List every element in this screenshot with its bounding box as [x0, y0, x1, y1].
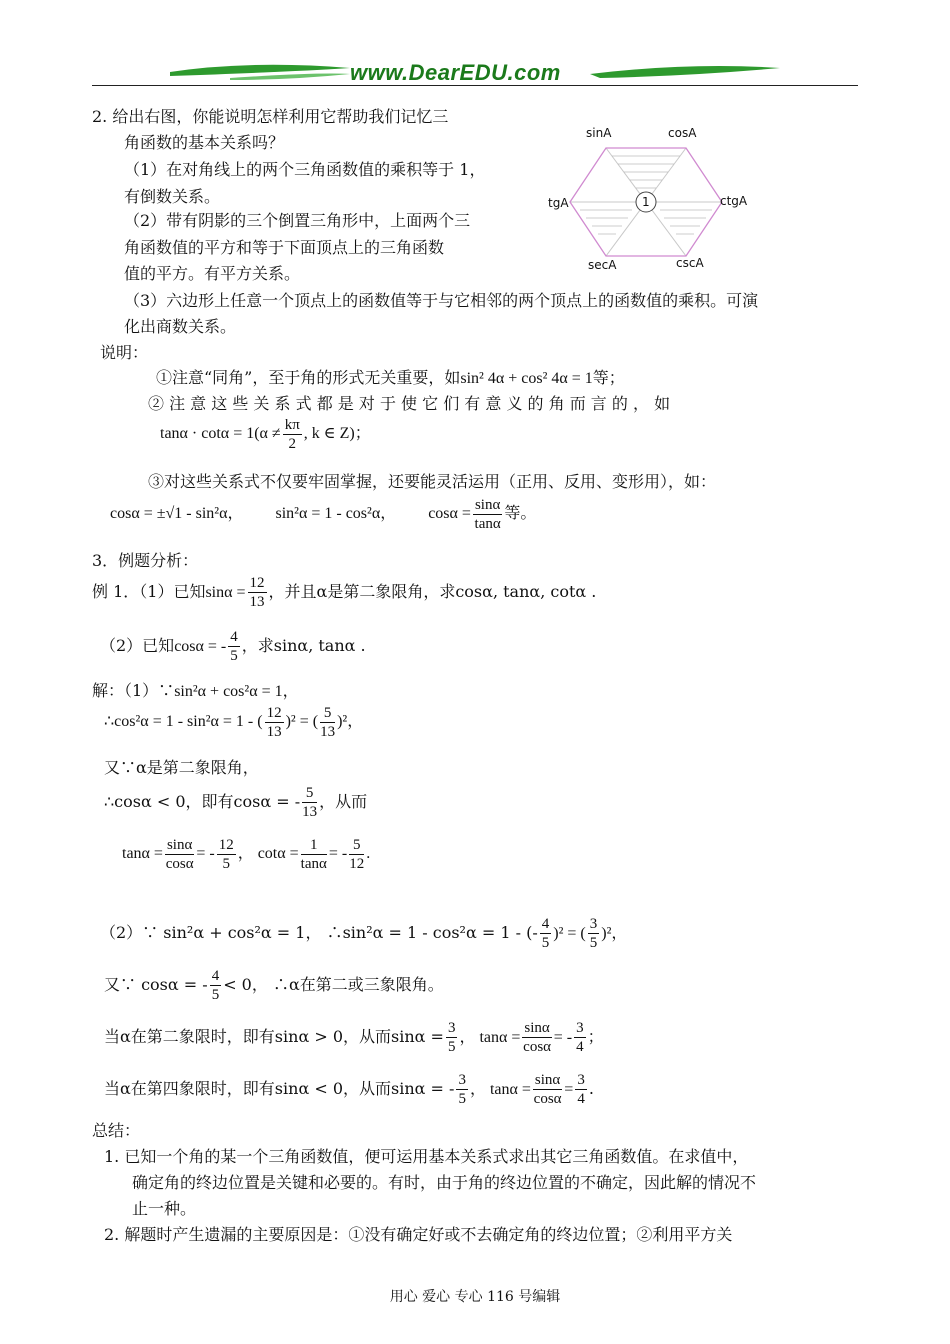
sol-5-d1: cosα [165, 856, 194, 872]
page-footer: 用心 爱心 专心 116 号编辑 [389, 1289, 561, 1305]
s3-title: 3．例题分析： [92, 551, 199, 570]
note2-formula [160, 416, 371, 453]
q4-d: . [588, 1079, 594, 1098]
sol-5-n4: 5 [349, 836, 364, 855]
ex2-f: cosα = - [174, 638, 227, 655]
p2-d1: 5 [541, 935, 550, 951]
q4-a: 当α在第四象限时，即有sinα < 0，从而sinα = - [104, 1079, 455, 1098]
ex2-den: 5 [230, 648, 238, 664]
sol-4b: ，从而 [319, 792, 368, 811]
sol-5-frac4 [349, 836, 364, 873]
p2-line2-n: 4 [211, 968, 220, 984]
sol-title: 解：（1）∵ [92, 681, 175, 700]
q4-n3: 3 [577, 1072, 585, 1088]
notes-title: 说明： [100, 343, 149, 362]
sol1-line2 [104, 704, 363, 741]
p2-n1: 4 [541, 916, 550, 932]
q2-n3: 3 [576, 1020, 584, 1036]
q4-b: ， tanα = [469, 1081, 531, 1098]
q2-d3: 4 [576, 1039, 584, 1055]
q4-frac2 [533, 1071, 562, 1108]
q4-c: = [564, 1081, 574, 1098]
diagram-label-sin: sinA [586, 126, 612, 140]
q2-frac2 [522, 1019, 551, 1056]
header-logo-text: www.DearEDU.com [350, 60, 561, 85]
sol-4-den: 13 [302, 804, 318, 820]
sol-5b: = - [196, 845, 215, 863]
q2-n1: 3 [447, 1020, 456, 1036]
note3-f1: cosα = ±√1 - sin²α， [110, 505, 244, 523]
sol-5-frac2 [217, 836, 236, 873]
sol-4-frac [302, 784, 317, 821]
note3-f3a: cosα = [428, 505, 471, 523]
q2-n2: sinα [524, 1020, 550, 1036]
s2-line1: 2. 给出右图，你能说明怎样利用它帮助我们记忆三 [92, 107, 449, 126]
sol-2c: )²， [337, 713, 364, 731]
p2-a: （2）∵ sin²α + cos²α = 1， ∴sin²α = 1 - cos²α = 1 - (- [100, 923, 538, 942]
ex1-a: 例 1．（1）已知 [92, 582, 206, 601]
note3-frac-num: sinα [474, 497, 501, 513]
note3-formulas [110, 496, 536, 533]
ex2-b: ，求sinα, tanα . [241, 636, 366, 655]
sol-5a: tanα = [122, 845, 163, 863]
s2-line2: 角函数的基本关系吗？ [124, 133, 285, 152]
note2-frac [283, 416, 302, 453]
diagram-label-sec: secA [588, 258, 617, 272]
sol-1: sin²α + cos²α = 1， [174, 683, 299, 700]
ex1 [92, 574, 596, 611]
q4-frac3 [575, 1071, 587, 1108]
note1 [156, 365, 625, 388]
note3-end: 等。 [504, 505, 537, 523]
header-rule [92, 85, 858, 86]
q2-d2: cosα [523, 1039, 552, 1055]
diagram-label-ctg: ctgA [720, 194, 748, 208]
sol-5-n3: 1 [301, 836, 327, 855]
sol-2b: )² = ( [285, 713, 319, 731]
q2-b: ， tanα = [459, 1029, 521, 1046]
note1-text: ①注意“同角”，至于角的形式无关重要，如 [156, 368, 461, 387]
ex1-den: 13 [249, 594, 265, 610]
q2-d1: 5 [447, 1039, 456, 1055]
sol1-line1 [92, 678, 299, 701]
p2-line2-frac [210, 967, 222, 1004]
sol-5-d2: 5 [222, 856, 230, 872]
q2-frac1 [446, 1019, 458, 1056]
p2-c: )²， [601, 925, 628, 942]
quadrant2-line [104, 1019, 604, 1056]
part2-line1 [100, 915, 627, 952]
q4-d3: 4 [577, 1091, 585, 1107]
q2-c: = - [553, 1029, 573, 1046]
ex2-num: 4 [230, 629, 238, 645]
sol-2-frac2 [320, 704, 335, 741]
p2-b: )² = ( [553, 925, 586, 942]
p2-frac2 [588, 915, 600, 952]
note2-formula-a: tanα · cotα = 1(α ≠ [160, 425, 281, 443]
sol-3: 又∵α是第二象限角， [104, 758, 259, 777]
ex1-num: 12 [249, 575, 265, 591]
p2-line2-d: 5 [211, 987, 220, 1003]
s2-p1b: 有倒数关系。 [124, 187, 221, 206]
note1-formula: sin² 4α + cos² 4α = 1 [460, 370, 593, 387]
sol-4-num: 5 [302, 784, 317, 803]
p2-line2b: < 0， ∴α在第二或三象限角。 [223, 975, 444, 994]
note2-text: ② 注 意 这 些 关 系 式 都 是 对 于 使 它 们 有 意 义 的 角 而 言 的 ， 如 [148, 394, 671, 413]
sol-5-d3: tanα [300, 856, 327, 872]
ex2 [100, 628, 366, 665]
diagram-label-tg: tgA [548, 196, 569, 210]
quadrant4-line [104, 1071, 594, 1108]
summary-title: 总结： [92, 1121, 141, 1140]
note3-text: ③对这些关系式不仅要牢固掌握，还要能灵活运用（正用、反用、变形用），如： [148, 472, 717, 491]
note3-frac [473, 496, 502, 533]
note2-formula-b: , k ∈ Z)； [303, 425, 371, 443]
ex2-frac [228, 628, 240, 665]
sol-5-n1: sinα [166, 837, 193, 853]
s2-p3b: 化出商数关系。 [124, 317, 237, 336]
sol-2-num1: 12 [266, 705, 282, 721]
part2-line2 [104, 967, 444, 1004]
p2-n2: 3 [589, 916, 598, 932]
q4-d2: cosα [533, 1091, 562, 1107]
s2-p1a: （1）在对角线上的两个三角函数值的乘积等于 1， [124, 160, 486, 179]
sol-5d: = - [328, 845, 348, 863]
sol-5c: ， cotα = [237, 845, 299, 863]
note1-end: 等； [592, 368, 625, 387]
q4-d1: 5 [458, 1091, 466, 1107]
q2-d: ； [587, 1027, 604, 1046]
q4-frac1 [456, 1071, 468, 1108]
note3-frac-den: tanα [474, 516, 501, 532]
note2-frac-den: 2 [288, 436, 296, 452]
sol1-line5 [122, 836, 370, 873]
summary-item2-a: 2. 解题时产生遗漏的主要原因是：①没有确定好或不去确定角的终边位置；②利用平方关 [104, 1225, 733, 1244]
q2-a: 当α在第二象限时，即有sinα > 0，从而sinα = [104, 1027, 444, 1046]
sol-4a: ∴cosα < 0，即有cosα = - [104, 792, 301, 811]
sol-5-n2: 12 [218, 837, 234, 853]
s2-p2c: 值的平方。有平方关系。 [124, 264, 301, 283]
sol1-line4 [104, 784, 367, 821]
note2-frac-num: kπ [284, 417, 300, 433]
sol-5-d4: 12 [349, 856, 365, 872]
p2-frac1 [540, 915, 552, 952]
s2-p2b: 角函数值的平方和等于下面顶点上的三角函数 [124, 238, 445, 257]
sol-5e: . [366, 845, 371, 863]
diagram-label-center: 1 [642, 195, 650, 209]
sol-5-frac3 [301, 836, 327, 873]
s2-p2a: （2）带有阴影的三个倒置三角形中，上面两个三 [124, 211, 471, 230]
note3-f2: sin²α = 1 - cos²α， [275, 505, 397, 523]
s2-p3a: （3）六边形上任意一个顶点上的函数值等于与它相邻的两个顶点上的函数值的乘积。可演 [124, 291, 759, 310]
summary-item1-a: 1. 已知一个角的某一个三角函数值，便可运用基本关系式求出其它三角函数值。在求值中， [104, 1147, 749, 1166]
diagram-label-csc: cscA [676, 256, 704, 270]
q2-frac3 [574, 1019, 586, 1056]
sol-5-frac1 [165, 836, 194, 873]
diagram-label-cos: cosA [668, 126, 697, 140]
q4-n1: 3 [458, 1072, 466, 1088]
ex2-a: （2）已知 [100, 636, 175, 655]
summary-item1-c: 止一种。 [132, 1199, 197, 1218]
sol-2-den2: 13 [320, 724, 336, 740]
sol-2-num2: 5 [320, 704, 335, 723]
summary-item1-b: 确定角的终边位置是关键和必要的。有时，由于角的终边位置的不确定，因此解的情况不 [132, 1173, 757, 1192]
ex1-frac [248, 574, 267, 611]
sol-2a: ∴cos²α = 1 - sin²α = 1 - ( [104, 713, 263, 731]
p2-d2: 5 [589, 935, 598, 951]
p2-line2a: 又∵ cosα = - [104, 975, 208, 994]
ex1-b: ，并且α是第二象限角，求cosα, tanα, cotα . [268, 582, 597, 601]
ex1-f: sinα = [205, 584, 246, 601]
sol-2-frac1 [265, 704, 284, 741]
q4-n2: sinα [534, 1072, 561, 1088]
sol-2-den1: 13 [266, 724, 282, 740]
